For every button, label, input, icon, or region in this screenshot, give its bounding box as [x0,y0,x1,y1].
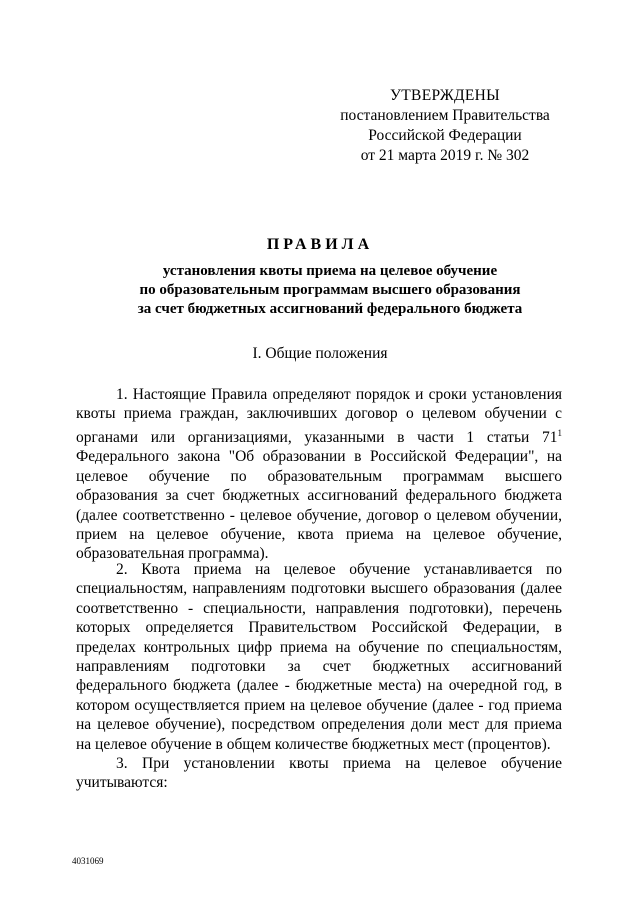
paragraph-1 [76,385,562,564]
approval-heading: УТВЕРЖДЕНЫ [390,87,500,104]
paragraph-3 [76,754,562,793]
superscript: 1 [557,427,562,438]
approval-line-3: от 21 марта 2019 г. № 302 [360,147,530,164]
subtitle-line-2: по образовательным программам высшего образования [139,282,521,298]
approval-line-1: постановлением Правительства [340,107,550,124]
paragraph-2 [76,560,562,754]
paragraph-1-text-b: Федерального закона "Об образовании в Российской Федерации", на целевое обучение по образовательным программам высшего образования за счет бюджетных ассигнований федерального бюджета (далее соответственно - целевое обучение, договор о целевом обучении, прием на целевое обучение, квота приема на целевое обучение, образовательная программа). [76,448,562,563]
subtitle-line-3: за счет бюджетных ассигнований федерального бюджета [137,301,523,317]
approval-line-2: Российской Федерации [368,127,522,144]
document-title: ПРАВИЛА [266,236,374,253]
paragraph-2-text: 2. Квота приема на целевое обучение устанавливается по специальностям, направлениям подготовки высшего образования (далее соответственно - специальности, направления подготовки), перечень которых определяется Правительством Российской Федерации, в пределах контрольных цифр приема на обучение по специальностям, направлениям подготовки за счет бюджетных ассигнований федерального бюджета (далее - бюджетные места) на очередной год, в котором осуществляется прием на целевое обучение (далее - год приема на целевое обучение), посредством определения доли мест для приема на целевое обучение в общем количестве бюджетных мест (процентов). [76,561,562,753]
paragraph-3-text: 3. При установлении квоты приема на целевое обучение учитываются: [76,755,562,792]
approval-block [330,86,560,166]
subtitle-line-1: установления квоты приема на целевое обучение [162,263,498,279]
section-heading: I. Общие положения [252,345,388,362]
document-subtitle [80,262,580,319]
document-number: 4031069 [72,856,104,866]
paragraph-1-text-a: 1. Настоящие Правила определяют порядок и сроки установления квоты приема граждан, заключивших договор о целевом обучении с органами или организациями, указанными в части 1 статьи 71 [76,386,562,446]
